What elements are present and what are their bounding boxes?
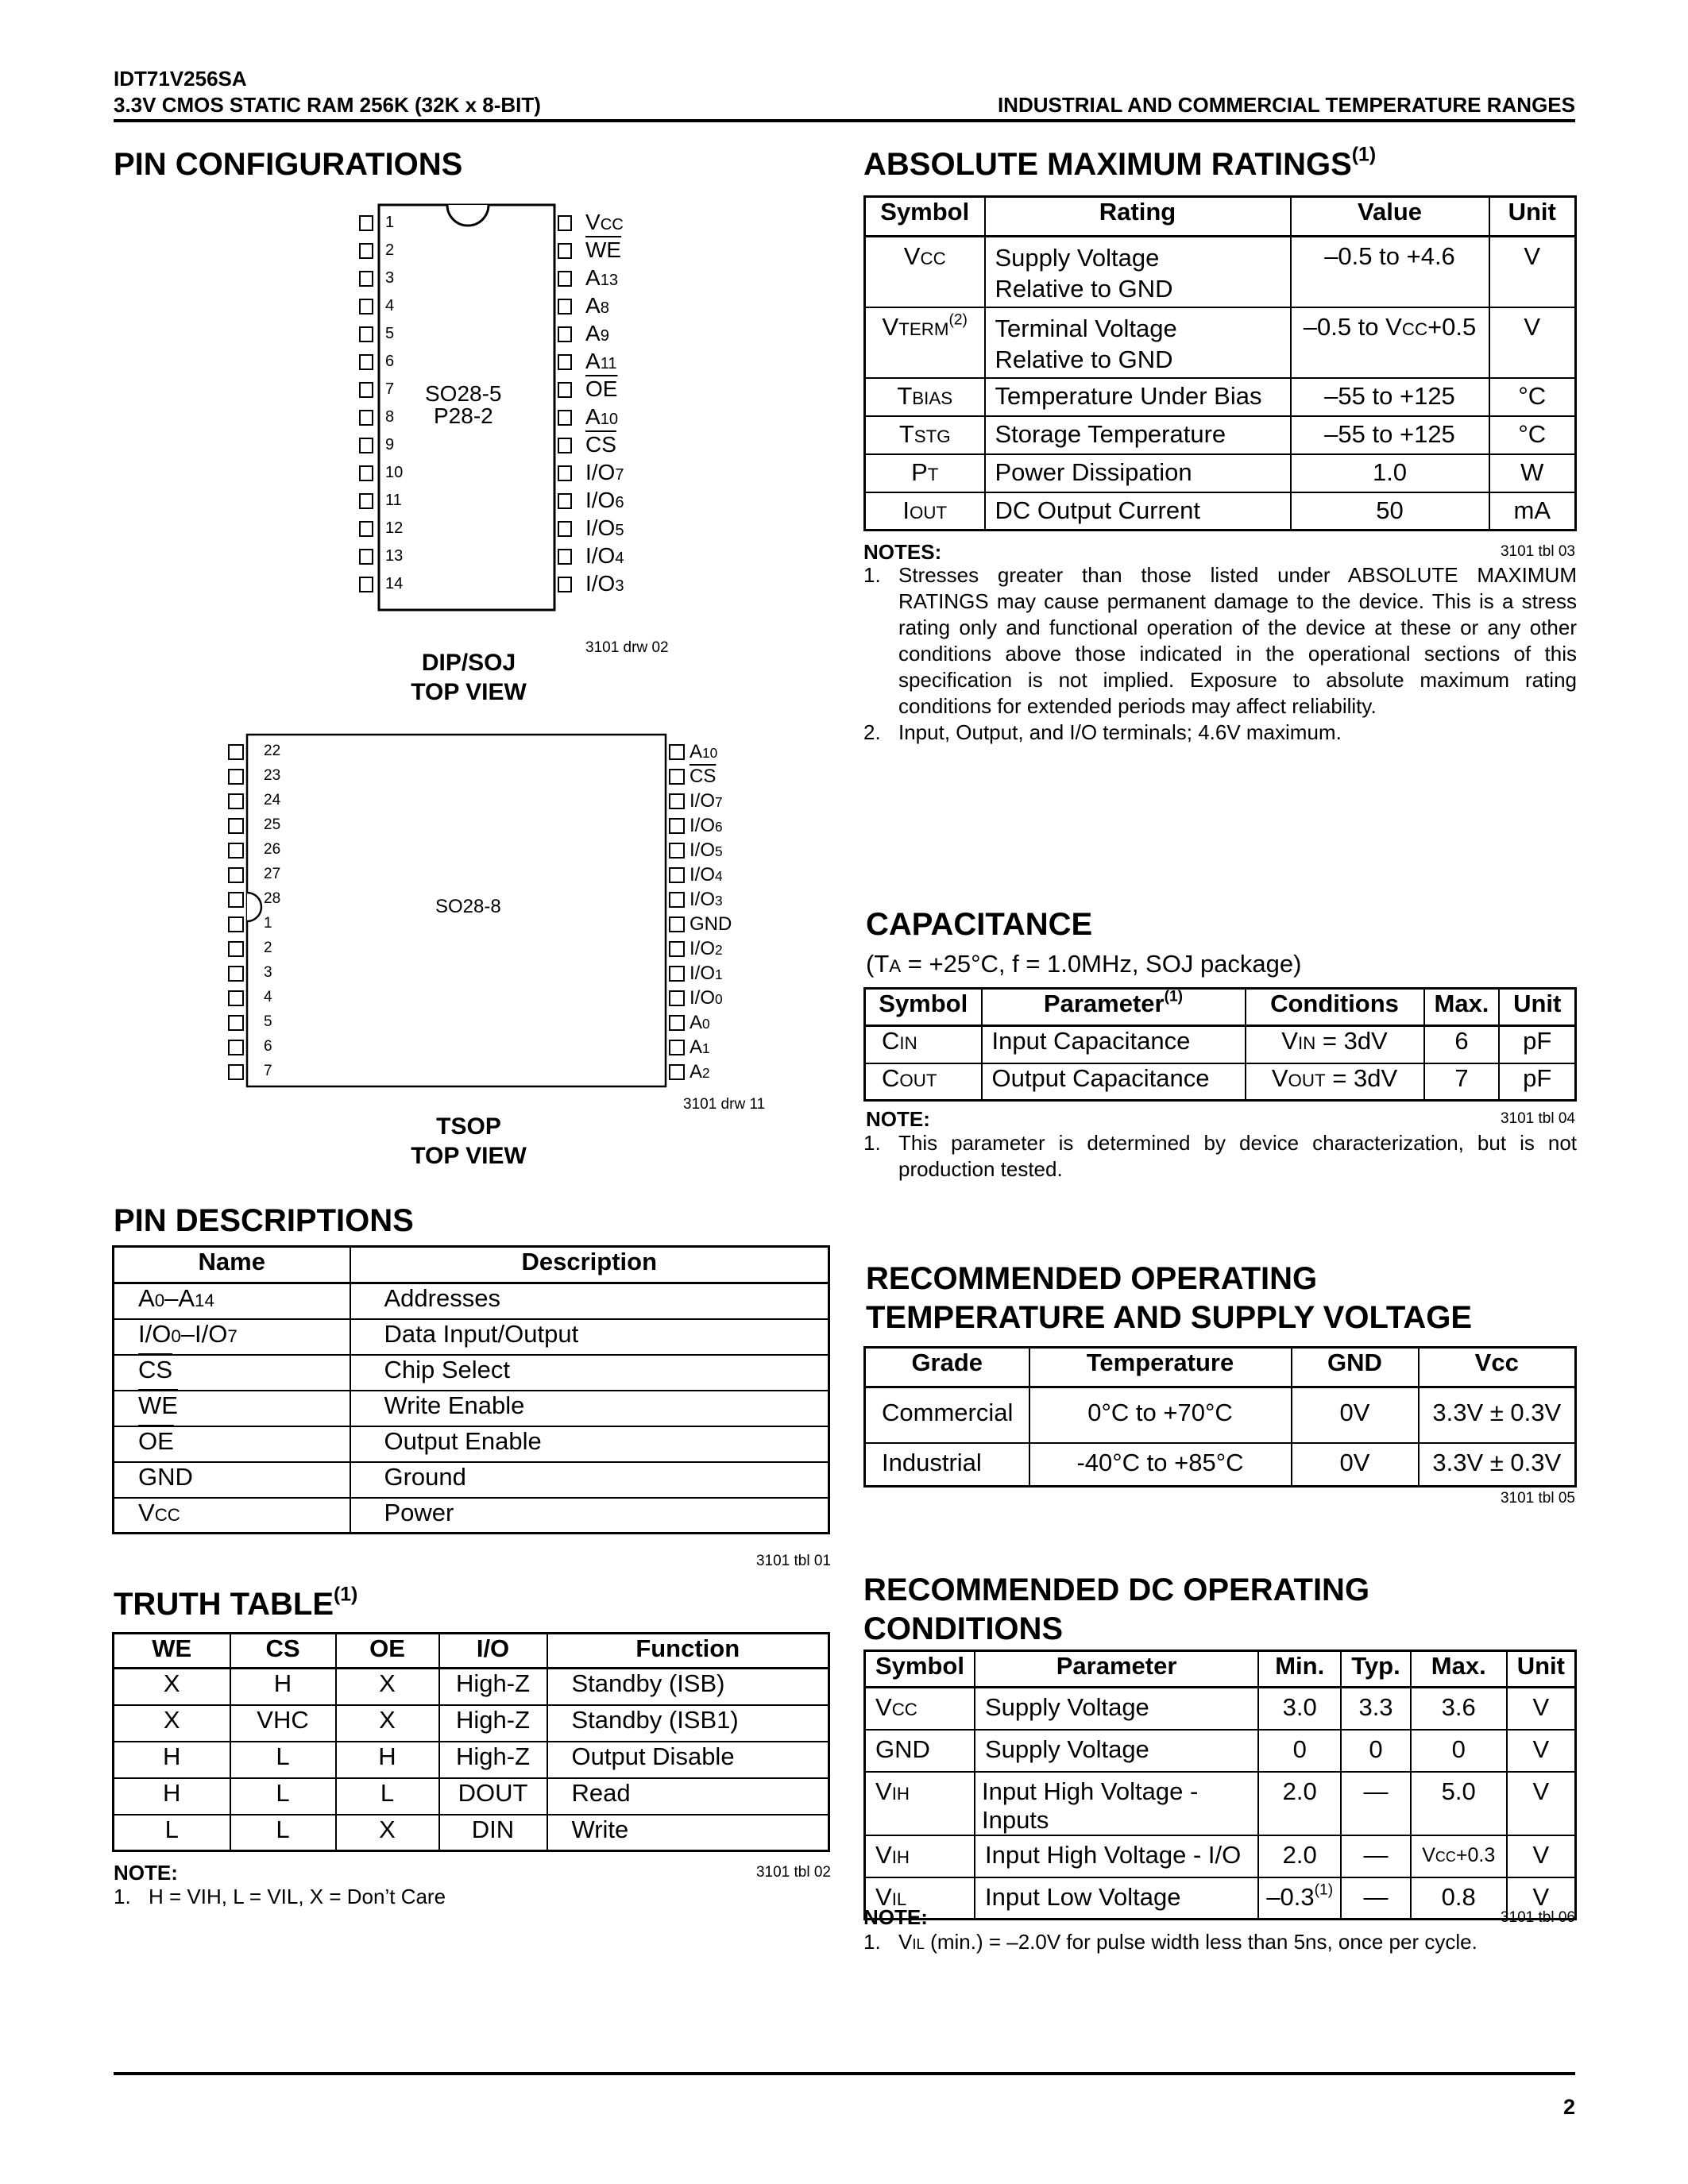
pin-label: A10 bbox=[689, 741, 718, 762]
unit-cell: V bbox=[1507, 1688, 1576, 1730]
pin-desc: Data Input/Output bbox=[350, 1319, 829, 1355]
unit-cell: V bbox=[1507, 1877, 1576, 1920]
pin-name: VCC bbox=[114, 1498, 350, 1534]
rdc-title-line1: RECOMMENDED DC OPERATING bbox=[863, 1572, 1370, 1607]
part-number: IDT71V256SA bbox=[114, 67, 247, 91]
pin-box bbox=[228, 818, 244, 834]
pin-box bbox=[228, 990, 244, 1006]
unit-cell: pF bbox=[1499, 1026, 1575, 1063]
io-cell: High-Z bbox=[439, 1705, 547, 1742]
max-cell: 0 bbox=[1411, 1730, 1507, 1772]
pin-desc: Output Enable bbox=[350, 1426, 829, 1462]
pin-number: 4 bbox=[264, 989, 272, 1005]
truth-table-ref: 3101 tbl 02 bbox=[755, 1864, 831, 1881]
pin-number: 2 bbox=[264, 940, 272, 956]
pin-label: GND bbox=[689, 913, 732, 935]
oe-cell: X bbox=[336, 1705, 439, 1742]
symbol-cell: COUT bbox=[865, 1063, 982, 1101]
dip-caption: DIP/SOJ bbox=[421, 650, 516, 676]
truth-note-label: NOTE: bbox=[114, 1861, 178, 1885]
gnd-cell: 0V bbox=[1292, 1443, 1419, 1487]
pin-label: A11 bbox=[585, 349, 617, 373]
recommended-temperature-table bbox=[863, 1346, 1577, 1488]
rating-cell: Supply Voltage Relative to GND bbox=[985, 237, 1291, 307]
pin-number: 13 bbox=[385, 547, 404, 565]
pin-desc: Ground bbox=[350, 1462, 829, 1498]
symbol-cell: VCC bbox=[865, 237, 985, 307]
unit-cell: V bbox=[1489, 307, 1576, 378]
io-cell: High-Z bbox=[439, 1742, 547, 1778]
symbol-cell: CIN bbox=[865, 1026, 982, 1063]
we-cell: H bbox=[114, 1778, 230, 1815]
unit-cell: mA bbox=[1489, 492, 1576, 531]
truth-table bbox=[112, 1632, 830, 1852]
conditions-cell: VOUT = 3dV bbox=[1246, 1063, 1424, 1101]
rating-cell: Storage Temperature bbox=[985, 416, 1291, 454]
pin-label: $\overline{WE}$ bbox=[585, 237, 622, 262]
col-rating: Rating bbox=[985, 197, 1291, 237]
cap-table-ref: 3101 tbl 04 bbox=[1500, 1110, 1575, 1127]
col-unit: Unit bbox=[1499, 989, 1575, 1026]
pin-name: $\overline{OE}$ bbox=[114, 1426, 350, 1462]
typ-cell: — bbox=[1341, 1835, 1410, 1877]
dip-package-code: SO28-5 bbox=[425, 381, 502, 406]
unit-cell: V bbox=[1507, 1835, 1576, 1877]
pin-name: $\overline{WE}$ bbox=[114, 1391, 350, 1426]
capacitance-conditions: (TA = +25°C, f = 1.0MHz, SOJ package) bbox=[866, 950, 1302, 978]
pin-box bbox=[669, 744, 685, 760]
symbol-cell: PT bbox=[865, 454, 985, 492]
cap-note-1: This parameter is determined by device characterization, but is not production tested. bbox=[898, 1131, 1577, 1181]
symbol-cell: GND bbox=[865, 1730, 975, 1772]
gnd-cell: 0V bbox=[1292, 1387, 1419, 1443]
rot-title-line2: TEMPERATURE AND SUPPLY VOLTAGE bbox=[866, 1300, 1473, 1335]
pin-number: 10 bbox=[385, 464, 404, 481]
value-cell: –55 to +125 bbox=[1291, 416, 1489, 454]
amr-note-2: Input, Output, and I/O terminals; 4.6V maximum. bbox=[898, 720, 1342, 744]
pin-number: 5 bbox=[264, 1013, 272, 1030]
col-temperature: Temperature bbox=[1029, 1348, 1292, 1387]
rating-cell: Terminal Voltage Relative to GND bbox=[985, 307, 1291, 378]
capacitance-table bbox=[863, 987, 1577, 1102]
col-symbol: Symbol bbox=[865, 1651, 975, 1688]
pin-label: I/O7 bbox=[689, 790, 723, 812]
unit-cell: W bbox=[1489, 454, 1576, 492]
pin-box bbox=[669, 793, 685, 809]
pin-label: VCC bbox=[585, 210, 624, 234]
cs-cell: L bbox=[230, 1815, 336, 1851]
pin-box bbox=[669, 966, 685, 982]
pin-box bbox=[669, 1015, 685, 1031]
cs-cell: L bbox=[230, 1778, 336, 1815]
tsop-package-outline bbox=[0, 0, 842, 1191]
col-unit: Unit bbox=[1507, 1651, 1576, 1688]
document-subtitle: 3.3V CMOS STATIC RAM 256K (32K x 8-BIT) bbox=[114, 93, 541, 117]
pin-desc: Addresses bbox=[350, 1283, 829, 1319]
vcc-cell: 3.3V ± 0.3V bbox=[1419, 1387, 1576, 1443]
function-cell: Standby (ISB) bbox=[547, 1669, 829, 1705]
pin-label: I/O1 bbox=[689, 963, 723, 984]
symbol-cell: VCC bbox=[865, 1688, 975, 1730]
pin-number: 11 bbox=[385, 492, 402, 509]
unit-cell: V bbox=[1507, 1772, 1576, 1835]
pin-number: 2 bbox=[385, 241, 395, 259]
cs-cell: VHC bbox=[230, 1705, 336, 1742]
rdc-notes bbox=[863, 1929, 1577, 1957]
parameter-cell: Output Capacitance bbox=[982, 1063, 1246, 1101]
function-cell: Standby (ISB1) bbox=[547, 1705, 829, 1742]
pin-box bbox=[228, 1064, 244, 1080]
pin-desc: Write Enable bbox=[350, 1391, 829, 1426]
pin-number: 7 bbox=[264, 1063, 272, 1079]
unit-cell: V bbox=[1489, 237, 1576, 307]
temperature-cell: -40°C to +85°C bbox=[1029, 1443, 1292, 1487]
tsop-caption: TSOP bbox=[436, 1113, 501, 1140]
amr-note-1: Stresses greater than those listed under ABSOLUTE MAXIMUM RATINGS may cause permanent damage to the device. This is a stress rating only and functional operation of the device at these or any other conditions above those indicated in the operational sections of this specification is not implied. Exposure to absolute maximum rating conditions for extended periods may affect reliability. bbox=[898, 563, 1577, 718]
value-cell: –0.5 to +4.6 bbox=[1291, 237, 1489, 307]
tsop-top-view: TOP VIEW bbox=[411, 1143, 527, 1169]
pin-box bbox=[228, 744, 244, 760]
symbol-cell: VTERM$^{(2)}$ bbox=[865, 307, 985, 378]
symbol-cell: VIH bbox=[865, 1772, 975, 1835]
pin-number: 8 bbox=[385, 408, 395, 426]
pin-box bbox=[669, 916, 685, 932]
pin-box bbox=[669, 1040, 685, 1055]
pin-label: $\overline{CS}$ bbox=[585, 432, 616, 457]
parameter-cell: Supply Voltage bbox=[975, 1688, 1258, 1730]
capacitance-title: CAPACITANCE bbox=[866, 907, 1093, 942]
unit-cell: °C bbox=[1489, 416, 1576, 454]
col-vcc: Vcc bbox=[1419, 1348, 1576, 1387]
col-description: Description bbox=[350, 1247, 829, 1283]
oe-cell: L bbox=[336, 1778, 439, 1815]
symbol-cell: VIL bbox=[865, 1877, 975, 1920]
value-cell: –55 to +125 bbox=[1291, 378, 1489, 416]
oe-cell: X bbox=[336, 1815, 439, 1851]
min-cell: –0.3$^{(1)}$ bbox=[1258, 1877, 1341, 1920]
symbol-cell: TSTG bbox=[865, 416, 985, 454]
parameter-cell: Input Capacitance bbox=[982, 1026, 1246, 1063]
io-cell: DOUT bbox=[439, 1778, 547, 1815]
col-cs: $\overline{CS}$ bbox=[230, 1634, 336, 1669]
pin-label: I/O4 bbox=[689, 864, 723, 886]
rdc-note-label: NOTE: bbox=[863, 1905, 928, 1929]
pin-box bbox=[669, 843, 685, 859]
max-cell: 7 bbox=[1424, 1063, 1500, 1101]
pin-box bbox=[228, 1015, 244, 1031]
col-gnd: GND bbox=[1292, 1348, 1419, 1387]
pin-number: 3 bbox=[385, 269, 395, 287]
pin-box bbox=[669, 769, 685, 785]
pin-box bbox=[669, 892, 685, 908]
truth-notes: 1. H = VIH, L = VIL, X = Don’t Care bbox=[114, 1885, 446, 1908]
io-cell: DIN bbox=[439, 1815, 547, 1851]
pin-label: I/O3 bbox=[585, 571, 624, 596]
col-unit: Unit bbox=[1489, 197, 1576, 237]
we-cell: H bbox=[114, 1742, 230, 1778]
tsop-diagram bbox=[0, 0, 842, 1191]
pin-box bbox=[669, 867, 685, 883]
pin-desc: Chip Select bbox=[350, 1355, 829, 1391]
oe-cell: X bbox=[336, 1669, 439, 1705]
pin-label: I/O3 bbox=[689, 889, 723, 910]
max-cell: 3.6 bbox=[1411, 1688, 1507, 1730]
max-cell: VCC+0.3 bbox=[1411, 1835, 1507, 1877]
typ-cell: — bbox=[1341, 1877, 1410, 1920]
we-cell: L bbox=[114, 1815, 230, 1851]
function-cell: Write bbox=[547, 1815, 829, 1851]
max-cell: 6 bbox=[1424, 1026, 1500, 1063]
pin-box bbox=[228, 769, 244, 785]
rating-cell: DC Output Current bbox=[985, 492, 1291, 531]
min-cell: 2.0 bbox=[1258, 1772, 1341, 1835]
pin-number: 5 bbox=[385, 325, 395, 342]
pin-label: I/O0 bbox=[689, 987, 723, 1009]
cap-note-label: NOTE: bbox=[866, 1107, 930, 1131]
value-cell: 1.0 bbox=[1291, 454, 1489, 492]
pin-label: $\overline{CS}$ bbox=[689, 766, 717, 787]
tsop-drawing-ref: 3101 drw 11 bbox=[683, 1096, 766, 1113]
symbol-cell: VIH bbox=[865, 1835, 975, 1877]
pin-number: 25 bbox=[264, 816, 281, 833]
pin-box bbox=[669, 1064, 685, 1080]
pin-number: 28 bbox=[264, 890, 281, 907]
rating-cell: Temperature Under Bias bbox=[985, 378, 1291, 416]
cs-cell: H bbox=[230, 1669, 336, 1705]
pin-box bbox=[669, 941, 685, 957]
cap-notes: 1. This parameter is determined by device characterization, but is not production tested. bbox=[863, 1131, 1577, 1181]
col-symbol: Symbol bbox=[865, 197, 985, 237]
rdc-table-ref: 3101 tbl 06 bbox=[1500, 1909, 1575, 1926]
conditions-cell: VIN = 3dV bbox=[1246, 1026, 1424, 1063]
symbol-cell: IOUT bbox=[865, 492, 985, 531]
col-parameter: Parameter bbox=[975, 1651, 1258, 1688]
parameter-cell: Supply Voltage bbox=[975, 1730, 1258, 1772]
parameter-cell: Input High Voltage - I/O bbox=[975, 1835, 1258, 1877]
grade-cell: Commercial bbox=[865, 1387, 1029, 1443]
pin-number: 3 bbox=[264, 964, 272, 981]
pin-box bbox=[228, 966, 244, 982]
rdc-note-1: 1. VIL (min.) = –2.0V for pulse width less than 5ns, once per cycle. bbox=[863, 1930, 1477, 1954]
pin-number: 9 bbox=[385, 436, 395, 453]
col-parameter: Parameter$^{(1)}$ bbox=[982, 989, 1246, 1026]
parameter-cell: Input High Voltage - Inputs bbox=[975, 1772, 1258, 1835]
footer-rule bbox=[114, 2072, 1575, 2075]
pin-number: 1 bbox=[385, 214, 395, 231]
pin-label: $\overline{OE}$ bbox=[585, 376, 618, 401]
pin-box bbox=[228, 867, 244, 883]
pin-box bbox=[228, 1040, 244, 1055]
pin-label: A2 bbox=[689, 1061, 710, 1082]
pin-number: 24 bbox=[264, 792, 281, 808]
col-we: $\overline{WE}$ bbox=[114, 1634, 230, 1669]
pin-label: A1 bbox=[689, 1036, 710, 1058]
page-number: 2 bbox=[1562, 2095, 1575, 2119]
typ-cell: — bbox=[1341, 1772, 1410, 1835]
col-grade: Grade bbox=[865, 1348, 1029, 1387]
col-oe: $\overline{OE}$ bbox=[336, 1634, 439, 1669]
unit-cell: °C bbox=[1489, 378, 1576, 416]
pin-number: 7 bbox=[385, 380, 395, 398]
value-cell: 50 bbox=[1291, 492, 1489, 531]
pin-descriptions-title: PIN DESCRIPTIONS bbox=[114, 1203, 414, 1238]
amr-notes: 1. Stresses greater than those listed under ABSOLUTE MAXIMUM RATINGS may cause permanent damage to the device. This is a stress rating only and functional operation of the device at these or any other conditions above those indicated in the operational sections of this specification is not implied. Exposure to absolute maximum rating conditions for extended periods may affect reliability. 2. Input, Output, and I/O terminals; 4.6V maximum. bbox=[863, 563, 1577, 744]
pin-label: A10 bbox=[585, 404, 619, 429]
amr-title: ABSOLUTE MAXIMUM RATINGS$^{(1)}$ bbox=[863, 144, 1377, 182]
min-cell: 0 bbox=[1258, 1730, 1341, 1772]
pin-number: 22 bbox=[264, 743, 281, 759]
pin-number: 6 bbox=[385, 353, 395, 370]
pin-name: A0–A14 bbox=[114, 1283, 350, 1319]
pin-config-title: PIN CONFIGURATIONS bbox=[114, 147, 463, 182]
pin-box bbox=[228, 793, 244, 809]
col-typ: Typ. bbox=[1341, 1651, 1410, 1688]
col-function: Function bbox=[547, 1634, 829, 1669]
vcc-cell: 3.3V ± 0.3V bbox=[1419, 1443, 1576, 1487]
dip-top-view: TOP VIEW bbox=[411, 679, 527, 705]
pin-number: 14 bbox=[385, 575, 404, 592]
amr-table-ref: 3101 tbl 03 bbox=[1500, 543, 1575, 560]
col-io: I/O bbox=[439, 1634, 547, 1669]
truth-table-title: TRUTH TABLE$^{(1)}$ bbox=[114, 1584, 358, 1622]
max-cell: 0.8 bbox=[1411, 1877, 1507, 1920]
pin-desc: Power bbox=[350, 1498, 829, 1534]
pin-box bbox=[228, 843, 244, 859]
col-min: Min. bbox=[1258, 1651, 1341, 1688]
pin-name: I/O0–I/O7 bbox=[114, 1319, 350, 1355]
abs-max-ratings-table bbox=[863, 195, 1577, 531]
col-conditions: Conditions bbox=[1246, 989, 1424, 1026]
rdc-title-line2: CONDITIONS bbox=[863, 1611, 1064, 1646]
pin-number: 1 bbox=[264, 915, 272, 932]
recommended-dc-table bbox=[863, 1650, 1577, 1920]
dip-package-code-alt: P28-2 bbox=[434, 403, 493, 428]
pin-number: 12 bbox=[385, 519, 404, 537]
pin-name: GND bbox=[114, 1462, 350, 1498]
pin-box bbox=[669, 990, 685, 1006]
typ-cell: 3.3 bbox=[1341, 1688, 1410, 1730]
pin-label: I/O2 bbox=[689, 938, 723, 959]
cs-cell: L bbox=[230, 1742, 336, 1778]
pin-label: I/O6 bbox=[585, 488, 624, 512]
col-max: Max. bbox=[1411, 1651, 1507, 1688]
rot-title-line1: RECOMMENDED OPERATING bbox=[866, 1261, 1318, 1296]
function-cell: Output Disable bbox=[547, 1742, 829, 1778]
col-max: Max. bbox=[1424, 989, 1500, 1026]
pin-label: I/O5 bbox=[585, 515, 624, 540]
io-cell: High-Z bbox=[439, 1669, 547, 1705]
col-symbol: Symbol bbox=[865, 989, 982, 1026]
we-cell: X bbox=[114, 1705, 230, 1742]
value-cell: –0.5 to VCC+0.5 bbox=[1291, 307, 1489, 378]
pin-desc-ref: 3101 tbl 01 bbox=[755, 1553, 831, 1569]
pin-descriptions-table bbox=[112, 1245, 830, 1534]
rot-table-ref: 3101 tbl 05 bbox=[1500, 1490, 1575, 1507]
pin-label: I/O6 bbox=[689, 815, 723, 836]
parameter-cell: Input Low Voltage bbox=[975, 1877, 1258, 1920]
pin-number: 26 bbox=[264, 841, 281, 858]
tsop-package-code: SO28-8 bbox=[435, 896, 501, 917]
pin-number: 23 bbox=[264, 767, 281, 784]
pin-number: 4 bbox=[385, 297, 395, 314]
pin-label: I/O5 bbox=[689, 839, 723, 861]
function-cell: Read bbox=[547, 1778, 829, 1815]
pin-label: A9 bbox=[585, 321, 609, 345]
pin-box bbox=[228, 916, 244, 932]
temperature-cell: 0°C to +70°C bbox=[1029, 1387, 1292, 1443]
truth-note-1: H = VIH, L = VIL, X = Don’t Care bbox=[149, 1885, 446, 1908]
max-cell: 5.0 bbox=[1411, 1772, 1507, 1835]
pin-number: 6 bbox=[264, 1038, 272, 1055]
col-value: Value bbox=[1291, 197, 1489, 237]
amr-notes-label: NOTES: bbox=[863, 540, 942, 564]
min-cell: 3.0 bbox=[1258, 1688, 1341, 1730]
pin-box bbox=[228, 892, 244, 908]
pin-label: I/O4 bbox=[585, 543, 624, 568]
symbol-cell: TBIAS bbox=[865, 378, 985, 416]
unit-cell: V bbox=[1507, 1730, 1576, 1772]
pin-label: A0 bbox=[689, 1012, 710, 1033]
col-name: Name bbox=[114, 1247, 350, 1283]
min-cell: 2.0 bbox=[1258, 1835, 1341, 1877]
pin-name: $\overline{CS}$ bbox=[114, 1355, 350, 1391]
temperature-range-label: INDUSTRIAL AND COMMERCIAL TEMPERATURE RANGES bbox=[997, 93, 1575, 117]
grade-cell: Industrial bbox=[865, 1443, 1029, 1487]
unit-cell: pF bbox=[1499, 1063, 1575, 1101]
pin-box bbox=[669, 818, 685, 834]
pin-label: A13 bbox=[585, 265, 619, 290]
typ-cell: 0 bbox=[1341, 1730, 1410, 1772]
rating-cell: Power Dissipation bbox=[985, 454, 1291, 492]
pin-label: A8 bbox=[585, 293, 609, 318]
we-cell: X bbox=[114, 1669, 230, 1705]
dip-drawing-ref: 3101 drw 02 bbox=[585, 639, 669, 656]
pin-box bbox=[228, 941, 244, 957]
pin-number: 27 bbox=[264, 866, 281, 882]
oe-cell: H bbox=[336, 1742, 439, 1778]
pin-label: I/O7 bbox=[585, 460, 624, 484]
